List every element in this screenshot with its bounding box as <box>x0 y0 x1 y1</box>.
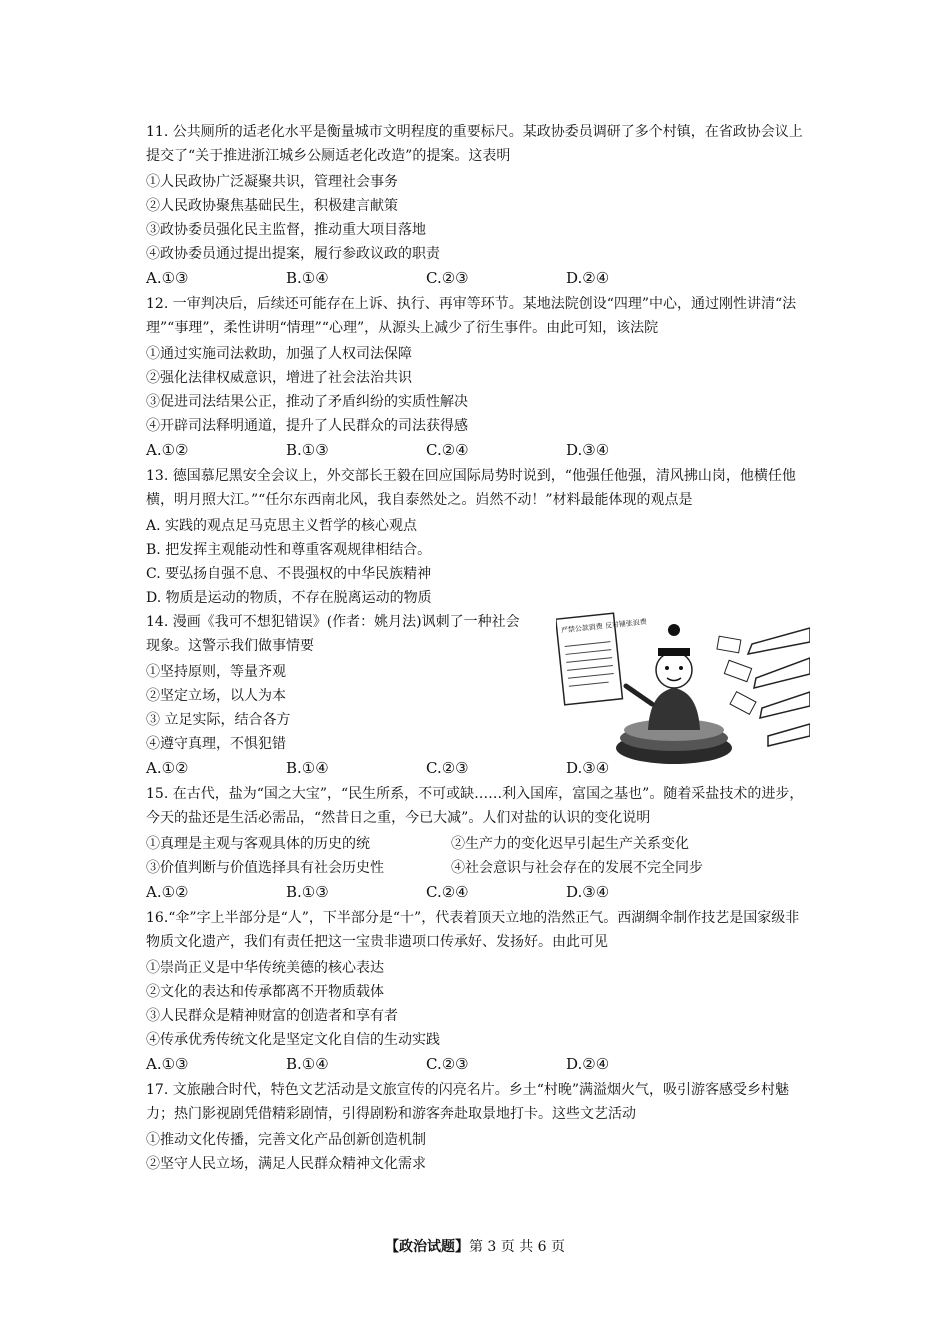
option-row <box>146 832 810 856</box>
option: ④社会意识与社会存在的发展不完全同步 <box>451 860 703 876</box>
footer-title: 【政治试题】 <box>384 1239 469 1255</box>
answer-choices <box>146 1052 810 1076</box>
option: B. 把发挥主观能动性和尊重客观规律相结合。 <box>146 542 432 558</box>
answer-a: A.①② <box>146 883 189 901</box>
question-17 <box>146 1078 810 1176</box>
option: ①通过实施司法救助，加强了人权司法保障 <box>146 346 412 362</box>
option: ①坚持原则，等量齐观 <box>146 664 286 680</box>
option: ③政协委员强化民主监督，推动重大项目落地 <box>146 222 426 238</box>
question-stem: 13. 德国慕尼黑安全会议上，外交部长王毅在回应国际局势时说到，“他强任他强，清风拂山岗，他横任他横，明月照大江。”“任尔东西南北风，我自泰然处之。岿然不动！”材料最能体现的观点是 <box>146 468 796 508</box>
option: ②人民政协聚焦基础民生，积极建言献策 <box>146 198 398 214</box>
answer-c: C.②③ <box>426 759 469 777</box>
question-stem: 16.“伞”字上半部分是“人”，下半部分是“十”，代表着顶天立地的浩然正气。西湖绸伞制作技艺是国家级非物质文化遗产，我们有责任把这一宝贵非遗项口传承好、发扬好。由此可见 <box>146 910 800 950</box>
question-14 <box>146 610 810 780</box>
option: C. 要弘扬自强不息、不畏强权的中华民族精神 <box>146 566 432 582</box>
answer-a: A.①② <box>146 759 189 777</box>
answer-b: B.①③ <box>286 883 329 901</box>
question-16 <box>146 906 810 1076</box>
answer-a: A.①② <box>146 441 189 459</box>
option: ②生产力的变化迟早引起生产关系变化 <box>451 836 689 852</box>
option: ①真理是主观与客观具体的历史的统 <box>146 836 370 852</box>
question-stem: 14. 漫画《我可不想犯错误》(作者：姚月法)讽刺了一种社会现象。这警示我们做事情要 <box>146 614 520 654</box>
answer-b: B.①④ <box>286 1055 329 1073</box>
answer-choices <box>146 880 810 904</box>
page-footer <box>0 1236 950 1256</box>
option: ②文化的表达和传承都离不开物质载体 <box>146 984 384 1000</box>
option: ①崇尚正义是中华传统美德的核心表达 <box>146 960 384 976</box>
page-number: 第 3 页 共 6 页 <box>468 1239 566 1255</box>
answer-b: B.①④ <box>286 269 329 287</box>
answer-c: C.②③ <box>426 1055 469 1073</box>
question-12 <box>146 292 810 462</box>
option: ④政协委员通过提出提案，履行参政议政的职责 <box>146 246 440 262</box>
option: ①推动文化传播，完善文化产品创新创造机制 <box>146 1132 426 1148</box>
question-stem: 17. 文旅融合时代，特色文艺活动是文旅宣传的闪亮名片。乡土“村晚”满溢烟火气，吸引游客感受乡村魅力；热门影视剧凭借精彩剧情，引得剧粉和游客奔赴取景地打卡。这些文艺活动 <box>146 1082 790 1122</box>
option: D. 物质是运动的物质，不存在脱离运动的物质 <box>146 590 432 606</box>
question-stem: 15. 在古代，盐为“国之大宝”，“民生所系，不可或缺……利入国库，富国之基也”。随着采盐技术的进步，今天的盐还是生活必需品，“然昔日之重，今已大减”。人们对盐的认识的变化说明 <box>146 786 804 826</box>
option: ④开辟司法释明通道，提升了人民群众的司法获得感 <box>146 418 468 434</box>
option-row <box>146 856 810 880</box>
option: ③ 立足实际，结合各方 <box>146 712 291 728</box>
answer-d: D.②④ <box>566 1055 610 1073</box>
question-stem: 11. 公共厕所的适老化水平是衡量城市文明程度的重要标尺。某政协委员调研了多个村镇，在省政协会议上提交了“关于推进浙江城乡公厕适老化改造”的提案。这表明 <box>146 124 803 164</box>
answer-choices <box>146 438 810 462</box>
answer-a: A.①③ <box>146 269 189 287</box>
option: ②坚守人民立场，满足人民群众精神文化需求 <box>146 1156 426 1172</box>
option: ③人民群众是精神财富的创造者和享有者 <box>146 1008 398 1024</box>
option: A. 实践的观点足马克思主义哲学的核心观点 <box>146 518 418 534</box>
answer-d: D.③④ <box>566 759 610 777</box>
question-stem: 12. 一审判决后，后续还可能存在上诉、执行、再审等环节。某地法院创设“四理”中心，通过刚性讲清“法理”“事理”，柔性讲明“情理”“心理”，从源头上减少了衍生事件。由此可知，该法院 <box>146 296 797 336</box>
option: ②强化法律权威意识，增进了社会法治共识 <box>146 370 412 386</box>
answer-choices <box>146 266 810 290</box>
option: ④传承优秀传统文化是坚定文化自信的生动实践 <box>146 1032 440 1048</box>
option: ④遵守真理，不惧犯错 <box>146 736 286 752</box>
answer-d: D.③④ <box>566 441 610 459</box>
question-list <box>146 120 810 1176</box>
cartoon-image <box>556 608 810 768</box>
answer-a: A.①③ <box>146 1055 189 1073</box>
option: ①人民政协广泛凝聚共识，管理社会事务 <box>146 174 398 190</box>
answer-d: D.②④ <box>566 269 610 287</box>
answer-c: C.②③ <box>426 269 469 287</box>
question-13 <box>146 464 810 610</box>
answer-b: B.①③ <box>286 441 329 459</box>
option: ③促进司法结果公正，推动了矛盾纠纷的实质性解决 <box>146 394 468 410</box>
answer-c: C.②④ <box>426 441 469 459</box>
option: ③价值判断与价值选择具有社会历史性 <box>146 860 384 876</box>
cartoon-sign-text: 严禁公款消费 反对铺张浪费 <box>560 617 648 635</box>
answer-c: C.②④ <box>426 883 469 901</box>
answer-b: B.①④ <box>286 759 329 777</box>
question-text <box>146 610 526 756</box>
question-11 <box>146 120 810 290</box>
option: ②坚定立场，以人为本 <box>146 688 286 704</box>
answer-d: D.③④ <box>566 883 610 901</box>
question-15 <box>146 782 810 904</box>
